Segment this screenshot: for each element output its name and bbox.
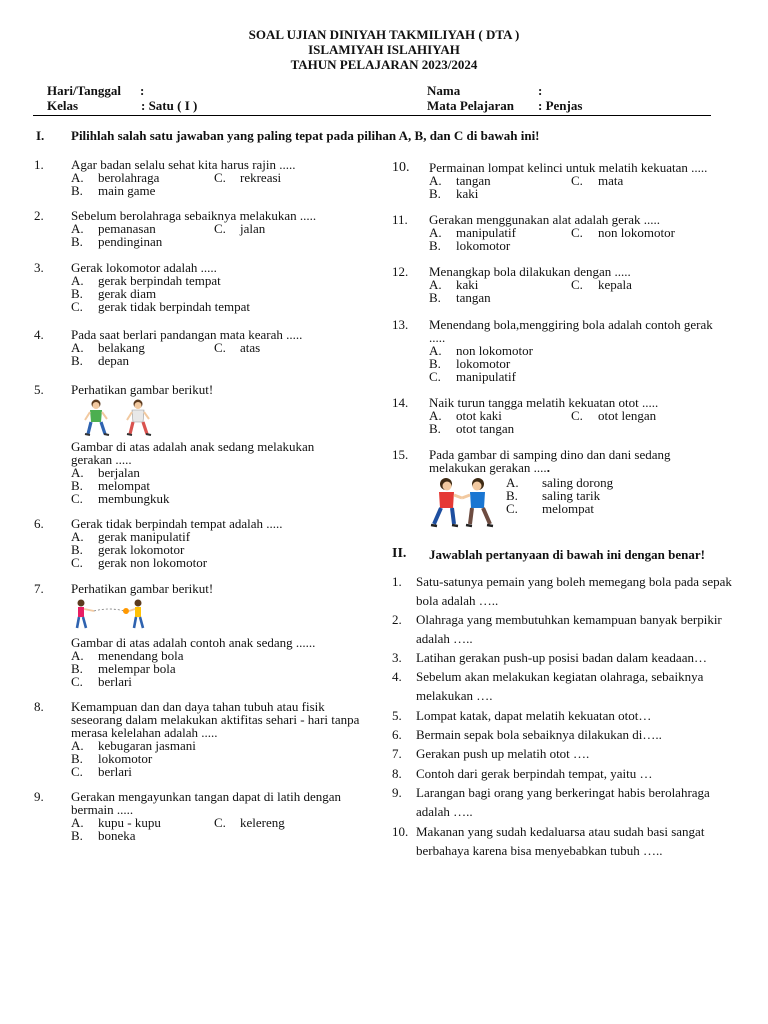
- question-number: 10.: [392, 160, 410, 175]
- child-thrower: [77, 600, 94, 629]
- option-letter: B.: [71, 234, 83, 249]
- option-letter: C.: [214, 340, 226, 355]
- question-text: Gerakan mengayunkan tangan dapat di latih dengan bermain .....: [71, 789, 342, 817]
- question-number: 9.: [34, 789, 44, 804]
- option-c: jalan: [240, 221, 266, 236]
- question-text: Kemampuan dan dan daya tahan tubuh atau fisik seseorang dalam melakukan aktifitas sehari - hari tanpa merasa kelelahan adalah .....: [71, 699, 360, 740]
- option-a: otot kaki: [456, 408, 502, 423]
- question-text: Perhatikan gambar berikut!: [71, 581, 214, 596]
- question-text: Gerak lokomotor adalah .....: [71, 260, 217, 275]
- question-text: Pada saat berlari pandangan mata kearah .....: [71, 327, 303, 342]
- option-letter: A.: [71, 738, 84, 753]
- option-letter: A.: [71, 170, 84, 185]
- option-b: lokomotor: [98, 751, 153, 766]
- option-letter: B.: [71, 828, 83, 843]
- question-number: 6.: [34, 516, 44, 531]
- ball-trajectory: [94, 609, 124, 611]
- option-c: membungkuk: [98, 491, 170, 506]
- option-b: gerak lokomotor: [98, 542, 185, 557]
- option-letter: C.: [506, 501, 518, 516]
- option-letter: A.: [71, 465, 84, 480]
- option-b: pendinginan: [98, 234, 163, 249]
- option-a: kaki: [456, 277, 479, 292]
- option-letter: A.: [429, 343, 442, 358]
- option-letter: B.: [429, 356, 441, 371]
- option-a: kebugaran jasmani: [98, 738, 196, 753]
- question-text: Gerakan menggunakan alat adalah gerak .....: [429, 212, 661, 227]
- option-letter: A.: [71, 815, 84, 830]
- option-b: otot tangan: [456, 421, 515, 436]
- throwing-ball-illustration: [72, 598, 148, 630]
- option-letter: B.: [71, 478, 83, 493]
- option-letter: C.: [214, 170, 226, 185]
- option-c: gerak tidak berpindah tempat: [98, 299, 250, 314]
- option-b: tangan: [456, 290, 491, 305]
- option-letter: B.: [71, 751, 83, 766]
- child-catcher: [129, 600, 143, 629]
- question-text: Perhatikan gambar berikut!: [71, 382, 214, 397]
- section1-number: I.: [36, 128, 45, 143]
- option-letter: C.: [71, 299, 83, 314]
- question-number: 11.: [392, 212, 408, 227]
- option-letter: B.: [506, 488, 518, 503]
- option-c: kepala: [598, 277, 632, 292]
- option-a: manipulatif: [456, 225, 516, 240]
- question-number: 1.: [34, 157, 44, 172]
- option-letter: C.: [214, 815, 226, 830]
- option-letter: C.: [571, 173, 583, 188]
- academic-year: TAHUN PELAJARAN 2023/2024: [290, 57, 478, 72]
- header-divider: [33, 115, 711, 116]
- option-a: menendang bola: [98, 648, 184, 663]
- option-a: gerak manipulatif: [98, 529, 191, 544]
- option-b: depan: [98, 353, 130, 368]
- option-c: atas: [240, 340, 261, 355]
- option-a: berjalan: [98, 465, 140, 480]
- option-letter: C.: [71, 491, 83, 506]
- walking-child-2: [127, 400, 151, 436]
- option-b: melempar bola: [98, 661, 176, 676]
- child-dino: [431, 478, 462, 526]
- question-text: Naik turun tangga melatih kekuatan otot .....: [429, 395, 659, 410]
- option-letter: C.: [571, 225, 583, 240]
- option-letter: B.: [71, 286, 83, 301]
- mapel-label: Mata Pelajaran: [427, 98, 515, 113]
- option-b: lokomotor: [456, 356, 511, 371]
- option-letter: A.: [71, 273, 84, 288]
- walking-children-illustration: [76, 398, 162, 438]
- option-a: pemanasan: [98, 221, 156, 236]
- option-letter: A.: [71, 529, 84, 544]
- option-a: non lokomotor: [456, 343, 533, 358]
- question-text: Gambar di atas adalah contoh anak sedang ......: [71, 635, 316, 650]
- option-letter: A.: [71, 340, 84, 355]
- option-letter: A.: [429, 277, 442, 292]
- hari-colon: :: [140, 83, 145, 98]
- question-text: Permainan lompat kelinci untuk melatih kekuatan .....: [429, 160, 708, 175]
- option-a: belakang: [98, 340, 145, 355]
- section2-instruction: Jawablah pertanyaan di bawah ini dengan benar!: [429, 547, 705, 562]
- hari-label: Hari/Tanggal: [47, 83, 121, 98]
- option-letter: A.: [71, 648, 84, 663]
- question-number: 3.: [34, 260, 44, 275]
- question-text: Pada gambar di samping dino dan dani sedang melakukan gerakan .....: [429, 447, 671, 475]
- question-text: Agar badan selalu sehat kita harus rajin .....: [71, 157, 296, 172]
- option-c: melompat: [542, 501, 594, 516]
- option-c: rekreasi: [240, 170, 282, 185]
- option-letter: C.: [71, 764, 83, 779]
- option-c: kelereng: [240, 815, 285, 830]
- option-a: tangan: [456, 173, 491, 188]
- option-b: main game: [98, 183, 156, 198]
- child-dani: [462, 478, 493, 526]
- option-letter: B.: [71, 661, 83, 676]
- question-text: Gambar di atas adalah anak sedang melakukan gerakan .....: [71, 439, 315, 467]
- option-b: kaki: [456, 186, 479, 201]
- option-letter: A.: [429, 173, 442, 188]
- option-letter: A.: [429, 225, 442, 240]
- option-a: gerak berpindah tempat: [98, 273, 221, 288]
- option-letter: C.: [571, 408, 583, 423]
- option-a: saling dorong: [542, 475, 614, 490]
- option-b: gerak diam: [98, 286, 157, 301]
- option-b: melompat: [98, 478, 150, 493]
- kelas-label: Kelas: [47, 98, 79, 113]
- question-number: 7.: [34, 581, 44, 596]
- option-letter: C.: [429, 369, 441, 384]
- question-number: 12.: [392, 264, 409, 279]
- question-number: 5.: [34, 382, 44, 397]
- option-letter: A.: [506, 475, 519, 490]
- option-letter: A.: [429, 408, 442, 423]
- option-c: non lokomotor: [598, 225, 675, 240]
- option-c: gerak non lokomotor: [98, 555, 208, 570]
- exam-title: SOAL UJIAN DINIYAH TAKMILIYAH ( DTA ): [248, 27, 520, 42]
- option-c: berlari: [98, 764, 132, 779]
- question-number: 4.: [34, 327, 44, 342]
- option-letter: A.: [71, 221, 84, 236]
- option-c: mata: [598, 173, 624, 188]
- question-number: 15.: [392, 447, 409, 462]
- ball: [123, 608, 129, 614]
- option-letter: B.: [429, 290, 441, 305]
- option-letter: C.: [71, 674, 83, 689]
- nama-label: Nama: [427, 83, 461, 98]
- question-number: 2.: [34, 208, 44, 223]
- option-c: berlari: [98, 674, 132, 689]
- option-letter: B.: [429, 421, 441, 436]
- option-b: boneka: [98, 828, 136, 843]
- option-letter: B.: [71, 183, 83, 198]
- option-letter: B.: [429, 238, 441, 253]
- question-number: 8.: [34, 699, 44, 714]
- walking-child-1: [85, 400, 109, 436]
- question-text: Menangkap bola dilakukan dengan .....: [429, 264, 631, 279]
- question-text: Gerak tidak berpindah tempat adalah .....: [71, 516, 283, 531]
- question-number: 13.: [392, 317, 409, 332]
- option-letter: C.: [571, 277, 583, 292]
- option-letter: C.: [214, 221, 226, 236]
- option-letter: B.: [71, 353, 83, 368]
- option-b: lokomotor: [456, 238, 511, 253]
- option-c: otot lengan: [598, 408, 657, 423]
- section1-instruction: Pilihlah salah satu jawaban yang paling tepat pada pilihan A, B, dan C di bawah ini!: [71, 128, 540, 143]
- question-number: 14.: [392, 395, 409, 410]
- nama-colon: :: [538, 83, 543, 98]
- option-letter: C.: [71, 555, 83, 570]
- option-b: saling tarik: [542, 488, 601, 503]
- pushing-children-illustration: [428, 476, 496, 530]
- option-a: kupu - kupu: [98, 815, 161, 830]
- kelas-value: : Satu ( I ): [141, 98, 198, 113]
- school-name: ISLAMIYAH ISLAHIYAH: [308, 42, 460, 57]
- option-c: manipulatif: [456, 369, 516, 384]
- mapel-value: : Penjas: [538, 98, 583, 113]
- option-letter: B.: [429, 186, 441, 201]
- question-text: Menendang bola,menggiring bola adalah contoh gerak .....: [429, 317, 713, 345]
- question-text: Sebelum berolahraga sebaiknya melakukan .....: [71, 208, 317, 223]
- section2-number: II.: [392, 546, 407, 561]
- option-letter: B.: [71, 542, 83, 557]
- option-a: berolahraga: [98, 170, 160, 185]
